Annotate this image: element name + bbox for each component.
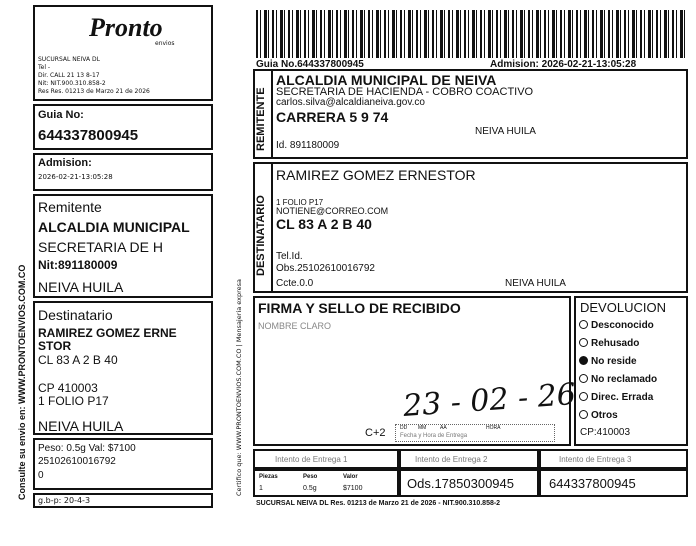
intento-1-label: Intento de Entrega 1 [275,455,348,464]
main-remitente-dept: SECRETARIA DE HACIENDA - COBRO COACTIVO [276,86,534,98]
c2-label: C+2 [365,427,386,439]
left-logo-box [33,5,213,101]
checked-radio-icon [579,356,588,365]
left-code-line: 25102610016792 [38,456,116,467]
nombre-claro: NOMBRE CLARO [258,321,332,331]
guia-header: Guia No.644337800945 [256,59,364,70]
left-extra-line: 0 [38,470,44,481]
devolucion-option-direc-errada: Direc. Errada [579,392,653,403]
pronto-logo-tagline: envios [155,40,175,47]
radio-icon [579,320,588,329]
remitente-side-label: REMITENTE [255,87,267,151]
left-destinatario-name-1: RAMIREZ GOMEZ ERNE [38,326,177,340]
devolucion-box [574,296,688,446]
left-remitente-name: ALCALDIA MUNICIPAL [38,219,190,235]
guia-number-bottom: 644337800945 [549,476,636,491]
left-remitente-nit: Nit:891180009 [38,258,118,272]
devolucion-option-no-reside: No reside [579,356,637,367]
branch-line-5: Res Res. 01213 de Marzo 21 de 2026 [38,88,150,95]
left-remitente-dept: SECRETARIA DE H [38,239,163,255]
date-header-dd: DD [400,425,408,431]
left-remitente-title: Remitente [38,199,102,215]
devolucion-option-otros: Otros [579,410,618,421]
radio-icon [579,374,588,383]
barcode [256,10,688,58]
intento-2-box [399,449,539,469]
date-header-mm: MM [418,425,427,431]
admision-header: Admision: 2026-02-21-13:05:28 [490,59,637,70]
pronto-logo: Pronto [89,13,163,42]
branch-line-2: Tel - [38,64,51,71]
main-footer: SUCURSAL NEIVA DL Res. 01213 de Marzo 21 de 2026 - NIT.900.310.858-2 [256,500,501,507]
peso-value-peso: 0.5g [303,485,317,492]
left-destinatario-name-2: STOR [38,339,72,353]
left-destinatario-city: NEIVA HUILA [38,418,124,434]
left-remitente-box [33,194,213,298]
peso-header-valor: Valor [343,474,358,480]
radio-icon [579,410,588,419]
peso-table-box [253,469,399,497]
date-header-box [395,424,555,442]
main-remitente-id: Id. 891180009 [276,140,340,151]
ods-box [399,469,539,497]
peso-value-valor: $7100 [343,485,363,492]
left-peso-line: Peso: 0.5g Val: $7100 [38,443,136,454]
fecha-caption: Fecha y Hora de Entrega [400,433,468,439]
main-destinatario-email: NOTIENE@CORREO.COM [276,206,389,216]
intento-3-label: Intento de Entrega 3 [559,455,632,464]
intento-3-box [539,449,688,469]
left-destinatario-box [33,301,213,435]
guia-number-box [539,469,688,497]
left-remitente-city: NEIVA HUILA [38,279,124,295]
left-footer-box [33,493,213,508]
radio-icon [579,338,588,347]
destinatario-side-label: DESTINATARIO [255,195,267,276]
main-destinatario-folio: 1 FOLIO P17 [276,198,324,207]
main-destinatario-obs: Obs.25102610016792 [276,263,375,274]
devolucion-option-rehusado: Rehusado [579,338,639,349]
guia-number: 644337800945 [38,127,139,144]
devolucion-option-desconocido: Desconocido [579,320,654,331]
devolucion-cp: CP:410003 [580,427,631,438]
main-remitente-title: ALCALDIA MUNICIPAL DE NEIVA [276,72,497,88]
left-destinatario-title: Destinatario [38,307,113,323]
date-header-hora: HORA [486,425,501,431]
left-admision-box [33,153,213,191]
ods-number: Ods.17850300945 [407,476,514,491]
left-destinatario-folio: 1 FOLIO P17 [38,394,109,408]
branch-line-4: Nit: NIT.900.310.858-2 [38,80,106,87]
branch-line-3: Dir. CALL 21 13 8-17 [38,72,100,79]
main-remitente-email: carlos.silva@alcaldianeiva.gov.co [276,97,425,108]
main-remitente-city: NEIVA HUILA [475,126,536,137]
left-destinatario-cp: CP 410003 [38,381,98,395]
radio-icon [579,392,588,401]
branch-line-1: SUCURSAL NEIVA DL [38,56,100,63]
handwritten-date: 23 - 02 - 26 [401,377,577,424]
admision-value: 2026-02-21-13:05:28 [38,173,113,181]
main-destinatario-name: RAMIREZ GOMEZ ERNESTOR [276,167,476,183]
peso-value-piezas: 1 [259,485,263,492]
peso-header-peso: Peso [303,474,318,480]
left-peso-box [33,438,213,490]
devolucion-option-no-reclamado: No reclamado [579,374,657,385]
peso-header-piezas: Piezas [259,474,278,480]
left-guia-box [33,104,213,150]
left-footer-code: g.b-p: 20-4-3 [38,496,91,505]
guia-label: Guia No: [38,109,84,121]
left-destinatario-address: CL 83 A 2 B 40 [38,353,118,367]
main-destinatario-box [253,162,688,293]
main-destinatario-cote: Ccte.0.0 [276,278,314,289]
main-side-text: Certifico que: WWW.PRONTOENVIOS.COM.CO | Mensajeria expresa [235,278,243,496]
intento-1-box [253,449,399,469]
date-header-aa: AA [440,425,447,431]
intento-2-label: Intento de Entrega 2 [415,455,488,464]
left-side-url-text: Consulte su envio en: WWW.PRONTOENVIOS.COM.CO [17,264,27,500]
main-remitente-address: CARRERA 5 9 74 [276,109,389,125]
main-remitente-box [253,69,688,159]
firma-box [253,296,577,446]
admision-label: Admision: [38,157,92,169]
main-destinatario-address: CL 83 A 2 B 40 [276,216,372,232]
firma-title: FIRMA Y SELLO DE RECIBIDO [258,300,461,316]
devolucion-title: DEVOLUCION [580,300,666,315]
main-destinatario-city: NEIVA HUILA [505,278,566,289]
main-destinatario-tel: Tel.Id. [276,251,303,262]
